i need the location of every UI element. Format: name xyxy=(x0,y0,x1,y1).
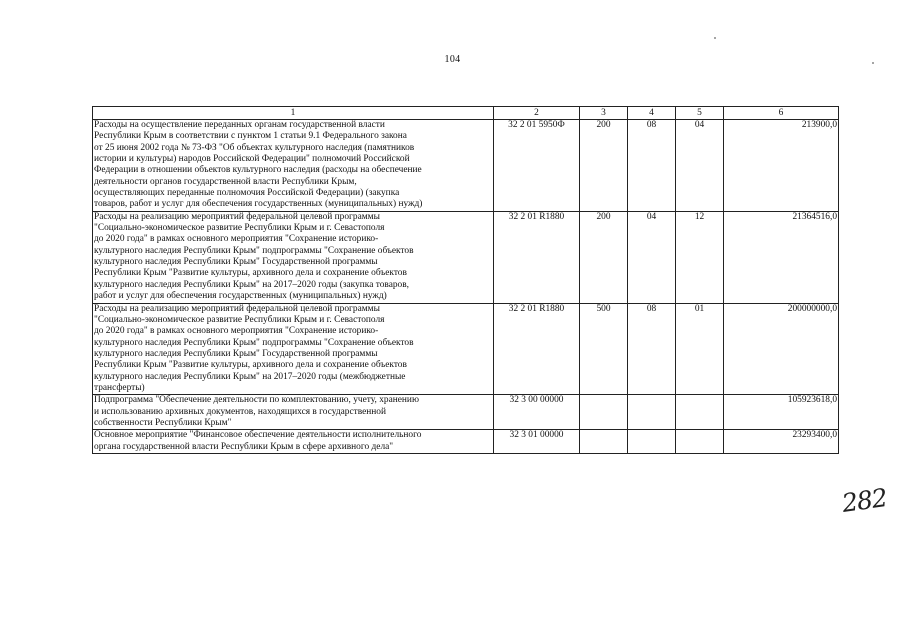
row-amount: 213900,0 xyxy=(724,120,839,212)
description-line: Республики Крым "Развитие культуры, архивного дела и сохранение объектов xyxy=(94,268,407,279)
page-number: 104 xyxy=(444,54,461,65)
row-col-4 xyxy=(628,430,676,454)
description-line: культурного наследия Республики Крым" на 2017–2020 годы (закупка товаров, xyxy=(94,279,409,290)
row-col-5 xyxy=(676,430,724,454)
description-line: до 2020 года" в рамках основного мероприятия "Сохранение историко- xyxy=(94,326,379,337)
col-header-6: 6 xyxy=(724,107,839,120)
description-line: культурного наследия Республики Крым" Государственной программы xyxy=(94,257,378,268)
description-line: культурного наследия Республики Крым" подпрограммы "Сохранение объектов xyxy=(94,245,414,256)
row-col-5 xyxy=(676,395,724,430)
row-code: 32 2 01 R1880 xyxy=(494,211,580,303)
row-code: 32 2 01 R1880 xyxy=(494,303,580,395)
table-header-row xyxy=(93,107,839,120)
description-line: Республики Крым "Развитие культуры, архивного дела и сохранение объектов xyxy=(94,360,407,371)
description-line: истории и культуры) народов Российской Федерации" полномочий Российской xyxy=(94,154,410,165)
description-line: от 25 июня 2002 года № 73-ФЗ "Об объектах культурного наследия (памятников xyxy=(94,142,415,153)
row-col-3: 200 xyxy=(580,120,628,212)
description-line: культурного наследия Республики Крым" подпрограммы "Сохранение объектов xyxy=(94,337,414,348)
table-row xyxy=(93,120,839,212)
row-col-4: 08 xyxy=(628,303,676,395)
description-line: Федерации в отношении объектов культурного наследия (расходы на обеспечение xyxy=(94,165,422,176)
description-line: Подпрограмма "Обеспечение деятельности по комплектованию, учету, хранению xyxy=(94,395,419,406)
description-line: культурного наследия Республики Крым" на 2017–2020 годы (межбюджетные xyxy=(94,371,406,382)
description-line: культурного наследия Республики Крым" Государственной программы xyxy=(94,348,378,359)
table-row xyxy=(93,395,839,430)
row-amount: 23293400,0 xyxy=(724,430,839,454)
table-row xyxy=(93,303,839,395)
description-line: работ и услуг для обеспечения государственных (муниципальных) нужд) xyxy=(94,291,387,302)
col-header-2: 2 xyxy=(494,107,580,120)
description-line: Республики Крым в соответствии с пунктом 1 статьи 9.1 Федерального закона xyxy=(94,131,407,142)
description-line: собственности Республики Крым" xyxy=(94,417,232,428)
row-description xyxy=(93,211,494,303)
description-line: осуществляющих переданные полномочия Российской Федерации) (закупка xyxy=(94,188,400,199)
description-line: Расходы на реализацию мероприятий федеральной целевой программы xyxy=(94,303,380,314)
row-description xyxy=(93,303,494,395)
budget-table xyxy=(92,106,839,454)
row-col-5: 04 xyxy=(676,120,724,212)
description-line: органа государственной власти Республики Крым в сфере архивного дела" xyxy=(94,441,394,452)
row-col-5: 12 xyxy=(676,211,724,303)
description-line: деятельности органов государственной власти Республики Крым, xyxy=(94,176,357,187)
description-line: "Социально-экономическое развитие Республики Крым и г. Севастополя xyxy=(94,314,385,325)
row-col-3: 500 xyxy=(580,303,628,395)
description-line: Расходы на реализацию мероприятий федеральной целевой программы xyxy=(94,211,380,222)
description-line: товаров, работ и услуг для обеспечения государственных (муниципальных) нужд) xyxy=(94,199,423,210)
row-amount: 105923618,0 xyxy=(724,395,839,430)
row-code: 32 3 00 00000 xyxy=(494,395,580,430)
description-line: Расходы на осуществление переданных органам государственной власти xyxy=(94,120,385,130)
row-description xyxy=(93,395,494,430)
table-row xyxy=(93,211,839,303)
row-col-3 xyxy=(580,395,628,430)
col-header-3: 3 xyxy=(580,107,628,120)
row-amount: 200000000,0 xyxy=(724,303,839,395)
scan-speck xyxy=(872,62,874,64)
row-col-3 xyxy=(580,430,628,454)
row-description xyxy=(93,430,494,454)
row-amount: 21364516,0 xyxy=(724,211,839,303)
row-col-3: 200 xyxy=(580,211,628,303)
handwritten-page-number: 282 xyxy=(840,483,889,518)
description-line: до 2020 года" в рамках основного мероприятия "Сохранение историко- xyxy=(94,234,379,245)
row-col-4: 04 xyxy=(628,211,676,303)
col-header-1: 1 xyxy=(93,107,494,120)
row-col-4 xyxy=(628,395,676,430)
col-header-5: 5 xyxy=(676,107,724,120)
description-line: "Социально-экономическое развитие Республики Крым и г. Севастополя xyxy=(94,223,385,234)
table-row xyxy=(93,430,839,454)
description-line: и использованию архивных документов, находящихся в государственной xyxy=(94,406,386,417)
row-description xyxy=(93,120,494,212)
row-col-4: 08 xyxy=(628,120,676,212)
row-code: 32 3 01 00000 xyxy=(494,430,580,454)
col-header-4: 4 xyxy=(628,107,676,120)
scan-speck xyxy=(714,37,716,39)
description-line: трансферты) xyxy=(94,382,145,393)
row-code: 32 2 01 5950Ф xyxy=(494,120,580,212)
description-line: Основное мероприятие "Финансовое обеспечение деятельности исполнительного xyxy=(94,430,422,441)
row-col-5: 01 xyxy=(676,303,724,395)
